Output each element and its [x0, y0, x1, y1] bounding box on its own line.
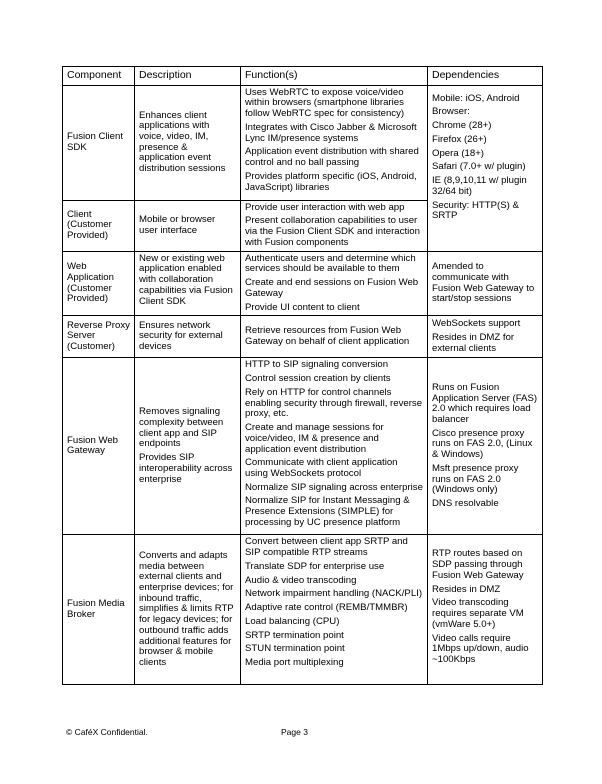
function-item: Media port multiplexing: [245, 656, 344, 668]
header-dependencies: Dependencies: [428, 67, 543, 86]
dependencies-cell: [428, 535, 543, 685]
function-item: Application event distribution with shared control and no ball passing: [245, 146, 419, 169]
functions-cell: [241, 85, 428, 200]
dependencies-cell: [428, 85, 543, 251]
dependency-item: Chrome (28+): [432, 120, 492, 132]
function-item: Uses WebRTC to expose voice/video within browsers (smartphone libraries follow WebRTC spec for consistency): [245, 86, 405, 120]
component-cell: Fusion Client SDK: [63, 85, 135, 200]
function-item: Create and manage sessions for voice/video, IM & presence and application event distribution: [245, 422, 384, 455]
dependency-item: Firefox (26+): [432, 133, 487, 145]
function-item: Rely on HTTP for control channels enabling security through firewall, reverse proxy, etc.: [245, 386, 423, 420]
component-cell: Web Application (Customer Provided): [63, 251, 135, 316]
description-cell: [135, 358, 241, 535]
function-item: SRTP termination point: [245, 629, 344, 641]
function-item: Provide user interaction with web app: [245, 201, 405, 213]
function-item: Integrates with Cisco Jabber & Microsoft Lync IM/presence systems: [245, 121, 417, 144]
function-item: Translate SDP for enterprise use: [245, 560, 385, 572]
function-item: Create and end sessions on Fusion Web Gateway: [245, 277, 419, 299]
function-item: Convert between client app SRTP and SIP compatible RTP streams: [245, 536, 408, 559]
component-cell: Fusion Web Gateway: [63, 358, 135, 535]
dependency-item: Opera (18+): [432, 147, 484, 159]
component-cell: Fusion Media Broker: [63, 535, 135, 685]
dependency-item: Resides in DMZ for external clients: [432, 331, 515, 354]
function-item: Load balancing (CPU): [245, 615, 340, 627]
function-item: Normalize SIP signaling across enterprise: [245, 481, 423, 493]
dependency-item: Amended to communicate with Fusion Web Gateway to start/stop sessions: [432, 261, 535, 305]
dependencies-cell: [428, 316, 543, 358]
dependencies-cell: [428, 251, 543, 316]
component-cell: Reverse Proxy Server (Customer): [63, 316, 135, 358]
function-item: Provide UI content to client: [245, 301, 360, 313]
dependency-item: Security: HTTP(S) & SRTP: [432, 199, 519, 222]
description-cell: [135, 200, 241, 251]
dependency-item: Video transcoding requires separate VM (vmWare 5.0+): [432, 597, 524, 630]
description-item: Ensures network security for external devices: [139, 319, 223, 353]
table-row: [63, 85, 543, 200]
description-cell: [135, 85, 241, 200]
function-item: Retrieve resources from Fusion Web Gateway on behalf of client application: [245, 325, 410, 347]
function-item: Authenticate users and determine which services should be available to them: [245, 252, 416, 275]
function-item: HTTP to SIP signaling conversion: [245, 359, 389, 371]
function-item: Network impairment handling (NACK/PLI): [245, 588, 423, 600]
description-cell: [135, 535, 241, 685]
description-item: New or existing web application enabled with collaboration capabilities via Fusion Client SDK: [139, 252, 233, 307]
description-item: Provides SIP interoperability across enterprise: [139, 452, 233, 485]
header-component: Component: [63, 67, 135, 86]
table-row: [63, 316, 543, 358]
table-row: [63, 535, 543, 685]
functions-cell: [241, 251, 428, 316]
dependency-item: Mobile: iOS, Android: [432, 92, 520, 104]
dependencies-cell: [428, 358, 543, 535]
function-item: Audio & video transcoding: [245, 574, 357, 586]
description-item: Mobile or browser user interface: [139, 213, 216, 236]
component-cell: Client (Customer Provided): [63, 200, 135, 251]
dependency-item: Safari (7.0+ w/ plugin): [432, 161, 526, 173]
dependency-item: Cisco presence proxy runs on FAS 2.0, (Linux & Windows): [432, 427, 533, 461]
description-cell: [135, 251, 241, 316]
dependency-item: Msft presence proxy runs on FAS 2.0 (Windows only): [432, 462, 519, 496]
description-item: Removes signaling complexity between client app and SIP endpoints: [139, 406, 224, 450]
dependency-item: Resides in DMZ: [432, 583, 501, 595]
dependency-item: IE (8,9,10,11 w/ plugin 32/64 bit): [432, 175, 527, 197]
function-item: Control session creation by clients: [245, 373, 391, 385]
function-item: STUN termination point: [245, 643, 345, 655]
header-functions: Function(s): [241, 67, 428, 86]
description-item: Enhances client applications with voice, video, IM, presence & application event distribution sessions: [139, 109, 226, 175]
table-header-row: [63, 67, 543, 86]
dependency-item: DNS resolvable: [432, 498, 499, 510]
functions-cell: [241, 358, 428, 535]
function-item: Communicate with client application using WebSockets protocol: [245, 457, 398, 479]
function-item: Adaptive rate control (REMB/TMMBR): [245, 602, 408, 614]
confidential-notice: © CaféX Confidential.: [66, 727, 148, 737]
dependency-item: RTP routes based on SDP passing through Fusion Web Gateway: [432, 548, 524, 581]
description-cell: [135, 316, 241, 358]
function-item: Present collaboration capabilities to user via the Fusion Client SDK and interaction with Fusion components: [245, 215, 420, 248]
table-row: [63, 358, 543, 535]
dependency-item: Runs on Fusion Application Server (FAS) 2.0 which requires load balancer: [432, 381, 538, 426]
function-item: Provides platform specific (iOS, Android, JavaScript) libraries: [245, 170, 417, 193]
functions-cell: [241, 200, 428, 251]
function-item: Normalize SIP for Instant Messaging & Presence Extensions (SIMPLE) for processing by UC presence platform: [245, 495, 410, 528]
components-table: [62, 66, 543, 685]
dependency-item: Video calls require 1Mbps up/down, audio ~100Kbps: [432, 632, 529, 665]
functions-cell: [241, 535, 428, 685]
dependency-item: Browser:: [432, 106, 470, 118]
page-number: Page 3: [281, 727, 308, 737]
dependency-item: WebSockets support: [432, 318, 521, 330]
table-row: [63, 251, 543, 316]
functions-cell: [241, 316, 428, 358]
header-description: Description: [135, 67, 241, 86]
description-item: Converts and adapts media between external clients and enterprise devices; for inbound traffic, simplifies & limits RTP for legacy devices; for outbound traffic adds additional features for browser & mobile clients: [139, 549, 234, 669]
